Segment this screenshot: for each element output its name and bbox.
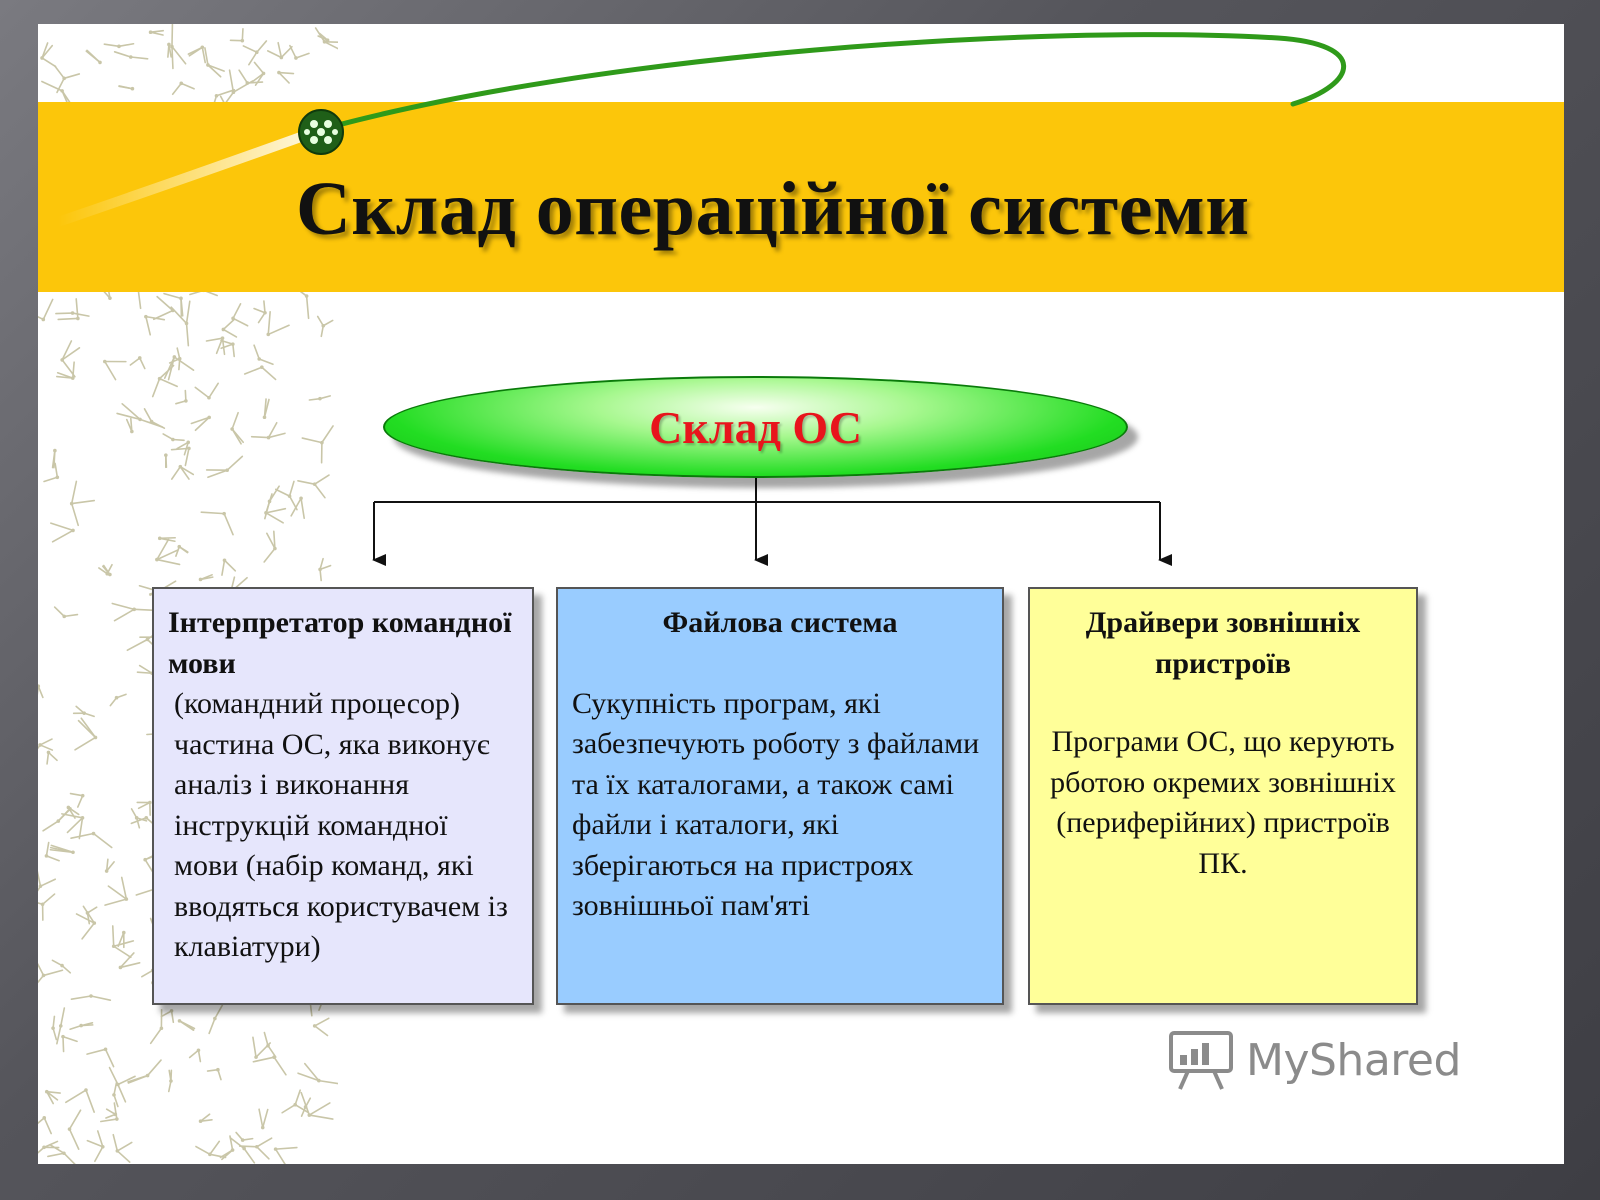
watermark-text: MyShared [1246,1034,1461,1086]
node-device-drivers [1028,587,1418,1005]
node-description: Програми ОС, що керують рботою окремих зовнішніх (периферійних) пристроїв ПК. [1050,725,1396,880]
node-description: Сукупність програм, які забезпечують роботу з файлами та їх каталогами, а також самі файли і каталоги, які зберігаються на пристроях зовнішньої пам'яті [572,686,980,922]
root-node-label: Склад ОС [649,401,862,453]
slide-title: Склад операційної системи [296,167,1250,251]
node-heading: Драйвери зовнішніх пристроїв [1085,606,1361,680]
presentation-board-icon [1168,1029,1234,1091]
node-file-system [556,587,1004,1005]
slide [38,24,1564,1164]
myshared-watermark [1168,1024,1461,1096]
root-node-ellipse [383,376,1128,478]
node-description: (командний процесор) частина ОС, яка виконує аналіз і виконання інструкцій командної мови (набір команд, які вводяться користувачем із клавіатури) [174,687,508,963]
node-heading: Інтерпретатор командної мови [168,606,512,680]
node-heading: Файлова система [662,606,898,639]
node-command-interpreter [152,587,534,1005]
